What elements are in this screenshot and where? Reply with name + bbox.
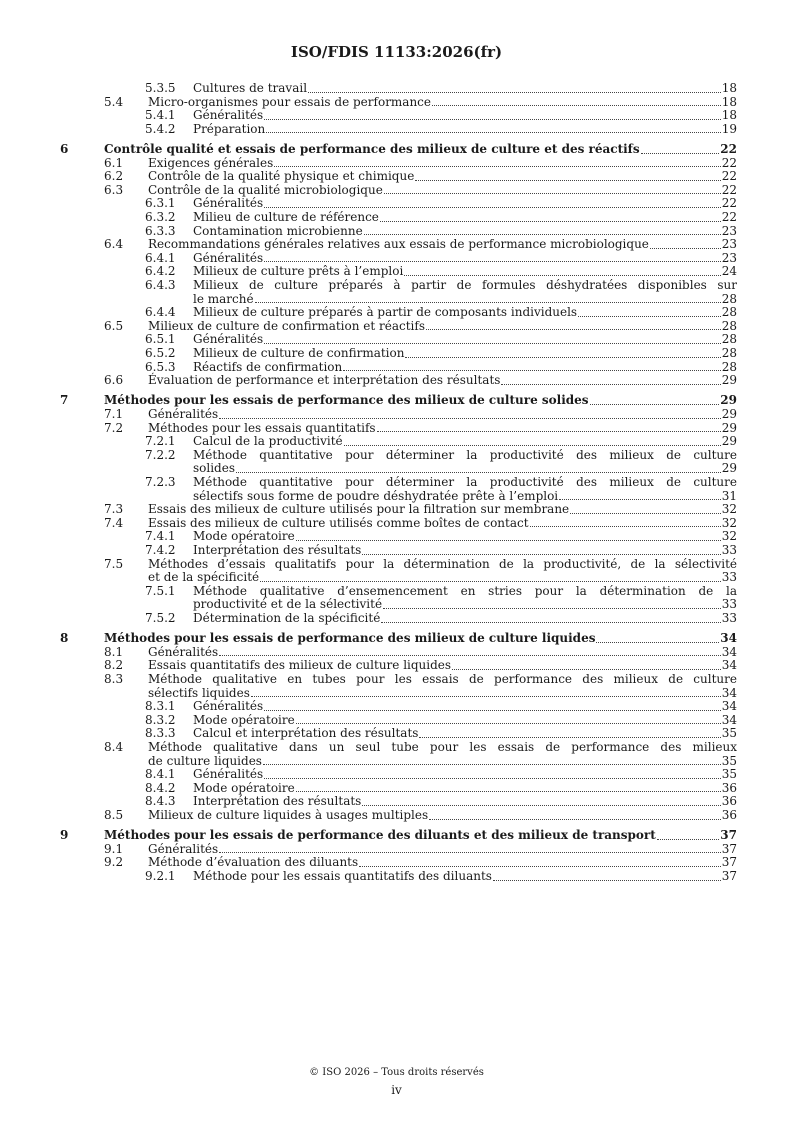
toc-entry-title: Milieux de culture liquides à usages multiples: [148, 808, 429, 822]
toc-entry-number: 9.2.1: [145, 869, 176, 883]
toc-entry-title: Recommandations générales relatives aux essais de performance microbiologique: [148, 237, 649, 252]
toc-entry-title: Mode opératoire: [193, 780, 295, 795]
toc-entry-title: Généralités: [193, 332, 264, 347]
toc-dot-leader: [251, 696, 721, 697]
toc-dot-leader: [404, 275, 720, 276]
toc-dot-leader: [383, 608, 721, 609]
toc-page-number: 33: [721, 543, 737, 557]
toc-entry-title: et de la spécificité: [148, 570, 260, 585]
toc-page-number: 32: [721, 502, 737, 517]
toc-entry-number: 7.4: [104, 515, 124, 530]
toc-entry-title: Essais des milieux de culture utilisés comme boîtes de contact: [148, 515, 529, 530]
toc-entry-number: 7.4.2: [145, 543, 176, 557]
toc-page-number: 29: [721, 434, 737, 449]
toc-entry-title: Contrôle qualité et essais de performance des milieux de culture et des réactifs: [104, 142, 640, 156]
toc-page-number: 31: [721, 488, 737, 503]
toc-dot-leader: [308, 92, 721, 93]
toc-dot-leader: [364, 234, 721, 235]
toc-entry-number: 6.6: [104, 373, 124, 388]
toc-entry-number: 7.2.2: [145, 447, 176, 462]
copyright-notice: © ISO 2026 – Tous droits réservés: [309, 1067, 484, 1078]
toc-page-number: 28: [721, 332, 737, 347]
toc-entry-number: 7.1: [104, 407, 124, 421]
toc-dot-leader: [596, 642, 719, 643]
toc-dot-leader: [380, 221, 721, 222]
toc-dot-leader: [381, 622, 720, 623]
toc-page-number: 18: [721, 81, 737, 95]
toc-page-number: 37: [721, 869, 737, 883]
toc-page-number: 35: [721, 753, 737, 768]
toc-dot-leader: [296, 723, 721, 724]
toc-entry-title: Méthode quantitative pour déterminer la productivité des milieux de culture: [193, 447, 737, 462]
toc-page-number: 35: [721, 726, 737, 741]
toc-entry-title: Interprétation des résultats: [193, 794, 362, 809]
toc-entry-number: 9.1: [104, 841, 124, 856]
toc-entry-title: Généralités: [193, 196, 264, 211]
toc-page-number: 36: [721, 794, 737, 809]
toc-entry-title: Généralités: [148, 407, 219, 421]
toc-entry-number: 6: [60, 142, 69, 156]
toc-entry-title: Réactifs de confirmation: [193, 359, 343, 374]
toc-dot-leader: [362, 554, 720, 555]
toc-dot-leader: [264, 710, 721, 711]
toc-entry-number: 6.5.3: [145, 359, 176, 374]
toc-entry-title: Méthode qualitative dans un seul tube pour les essais de performance des milieux: [148, 740, 737, 754]
toc-entry-title: Méthode qualitative en tubes pour les essais de performance des milieux de culture: [148, 672, 737, 686]
toc-entry-title: sélectifs sous forme de poudre déshydratée prête à l’emploi: [193, 488, 559, 503]
toc-entry-number: 5.4.1: [145, 108, 176, 123]
toc-dot-leader: [641, 153, 720, 154]
toc-entry-number: 6.4.4: [145, 305, 176, 320]
toc-page-number: 18: [721, 94, 737, 109]
toc-page-number: 34: [721, 685, 737, 700]
toc-dot-leader: [432, 105, 721, 106]
toc-entry-title: Généralités: [193, 108, 264, 123]
toc-page-number: 29: [721, 407, 737, 421]
toc-entry-title: Calcul et interprétation des résultats: [193, 726, 419, 741]
toc-entry-number: 5.4: [104, 94, 124, 109]
toc-entry-title: Cultures de travail: [193, 81, 308, 95]
toc-dot-leader: [405, 357, 720, 358]
toc-page-number: 34: [721, 699, 737, 714]
toc-dot-leader: [219, 852, 721, 853]
toc-dot-leader: [296, 791, 721, 792]
toc-page-number: 37: [721, 841, 737, 856]
toc-dot-leader: [650, 248, 721, 249]
toc-page-number: 34: [720, 631, 737, 646]
toc-entry-number: 7.4.1: [145, 529, 176, 544]
toc-entry-title: Milieux de culture de confirmation: [193, 346, 405, 360]
toc-entry-title: Généralités: [193, 699, 264, 714]
toc-dot-leader: [264, 343, 721, 344]
toc-dot-leader: [264, 119, 721, 120]
toc-page-number: 33: [721, 597, 737, 612]
toc-entry-number: 8.4: [104, 740, 124, 754]
toc-entry-number: 6.5.2: [145, 346, 176, 360]
toc-dot-leader: [501, 384, 720, 385]
toc-entry-title: Milieux de culture préparés à partir de composants individuels: [193, 305, 578, 320]
toc-entry-title: Méthodes pour les essais de performance des milieux de culture solides: [104, 393, 589, 408]
toc-entry-number: 7.2.1: [145, 434, 176, 449]
toc-dot-leader: [343, 370, 720, 371]
toc-entry-number: 6.3: [104, 182, 124, 197]
toc-dot-leader: [590, 404, 720, 405]
toc-entry-number: 8.4.3: [145, 794, 176, 809]
toc-entry-title: Milieux de culture de confirmation et réactifs: [148, 318, 425, 333]
toc-dot-leader: [530, 526, 721, 527]
toc-page-number: 33: [721, 570, 737, 585]
toc-entry-number: 6.3.1: [145, 196, 176, 211]
toc-dot-leader: [266, 132, 720, 133]
toc-page-number: 23: [721, 250, 737, 265]
toc-page-number: 35: [721, 767, 737, 782]
toc-page-number: 34: [721, 644, 737, 659]
toc-page-number: 37: [721, 855, 737, 870]
toc-entry-title: productivité et de la sélectivité: [193, 597, 383, 612]
toc-entry-title: Évaluation de performance et interprétation des résultats: [148, 373, 501, 388]
toc-page-number: 19: [721, 121, 737, 136]
toc-entry-number: 8.4.1: [145, 767, 176, 782]
toc-entry-title: Méthode d’évaluation des diluants: [148, 855, 359, 870]
toc-dot-leader: [264, 207, 721, 208]
toc-entry-number: 8.2: [104, 658, 124, 673]
toc-page-number: 28: [721, 359, 737, 374]
toc-entry-number: 8.4.2: [145, 780, 176, 795]
toc-entry-title: Méthodes pour les essais de performance des milieux de culture liquides: [104, 631, 596, 646]
toc-entry-number: 6.5: [104, 318, 124, 333]
toc-entry-number: 6.5.1: [145, 332, 176, 347]
toc-dot-leader: [452, 669, 721, 670]
toc-entry-title: solides: [193, 461, 235, 476]
toc-entry-number: 7.3: [104, 502, 124, 517]
toc-entry-title: Méthode pour les essais quantitatifs des diluants: [193, 869, 492, 883]
toc-entry-number: 6.2: [104, 169, 124, 184]
toc-entry-title: Méthode quantitative pour déterminer la productivité des milieux de culture: [193, 475, 737, 489]
toc-entry-title: Méthode qualitative d’ensemencement en stries pour la détermination de la: [193, 583, 737, 598]
toc-entry-number: 8.3.2: [145, 712, 176, 727]
toc-entry-title: Méthodes d’essais qualitatifs pour la détermination de la productivité, de la sélectivité: [148, 556, 737, 571]
toc-entry-number: 5.3.5: [145, 81, 176, 95]
toc-dot-leader: [255, 302, 721, 303]
toc-page-number: 22: [721, 210, 737, 224]
toc-entry-number: 7.2: [104, 420, 124, 435]
toc-entry-number: 6.4.2: [145, 264, 176, 279]
toc-page-number: 29: [721, 461, 737, 476]
toc-dot-leader: [219, 655, 721, 656]
toc-dot-leader: [362, 805, 720, 806]
toc-dot-leader: [274, 166, 720, 167]
toc-entry-number: 8.3.3: [145, 726, 176, 741]
toc-dot-leader: [359, 866, 721, 867]
toc-entry-title: Calcul de la productivité: [193, 434, 343, 449]
toc-dot-leader: [296, 540, 721, 541]
toc-entry-number: 8.5: [104, 808, 124, 822]
toc-page-number: 22: [721, 155, 737, 170]
toc-entry-title: Contamination microbienne: [193, 223, 363, 238]
toc-dot-leader: [263, 764, 721, 765]
toc-dot-leader: [264, 261, 721, 262]
toc-dot-leader: [384, 193, 721, 194]
toc-entry-title: de culture liquides: [148, 753, 262, 768]
toc-page-number: 29: [720, 393, 737, 408]
toc-page-number: 28: [721, 305, 737, 320]
toc-entry-title: Contrôle de la qualité physique et chimique: [148, 169, 415, 184]
toc-page-number: 22: [721, 169, 737, 184]
toc-entry-number: 6.3.3: [145, 223, 176, 238]
toc-entry-title: le marché: [193, 291, 254, 306]
toc-entry-title: Milieux de culture préparés à partir de formules déshydratées disponibles sur: [193, 278, 737, 292]
toc-page-number: 37: [720, 828, 737, 843]
toc-dot-leader: [344, 445, 721, 446]
toc-entry-title: Milieu de culture de référence: [193, 210, 379, 224]
toc-dot-leader: [426, 329, 721, 330]
toc-entry-title: Interprétation des résultats: [193, 543, 362, 557]
toc-entry-title: Généralités: [193, 767, 264, 782]
toc-dot-leader: [578, 316, 721, 317]
toc-page-number: 22: [720, 142, 737, 156]
toc-page-number: 28: [721, 346, 737, 360]
toc-page-number: 24: [721, 264, 737, 279]
toc-dot-leader: [419, 737, 720, 738]
toc-entry-title: Méthodes pour les essais de performance des diluants et des milieux de transport: [104, 828, 656, 843]
toc-page-number: 23: [721, 237, 737, 252]
toc-dot-leader: [493, 880, 721, 881]
toc-entry-title: Méthodes pour les essais quantitatifs: [148, 420, 376, 435]
document-header: ISO/FDIS 11133:2026(fr): [290, 43, 503, 61]
toc-entry-number: 5.4.2: [145, 121, 176, 136]
toc-page-number: 29: [721, 420, 737, 435]
toc-entry-title: Généralités: [148, 644, 219, 659]
toc-entry-number: 8.3.1: [145, 699, 176, 714]
toc-entry-title: Exigences générales: [148, 155, 274, 170]
toc-entry-title: Mode opératoire: [193, 529, 295, 544]
toc-page-number: 36: [721, 808, 737, 822]
toc-entry-title: Essais des milieux de culture utilisés pour la filtration sur membrane: [148, 502, 570, 517]
toc-entry-title: Préparation: [193, 121, 266, 136]
toc-entry-number: 7.2.3: [145, 475, 176, 489]
toc-page-number: 18: [721, 108, 737, 123]
toc-entry-title: Milieux de culture prêts à l’emploi: [193, 264, 404, 279]
toc-page-number: 34: [721, 712, 737, 727]
toc-dot-leader: [429, 819, 721, 820]
toc-page-number: 28: [721, 291, 737, 306]
toc-entry-number: 7: [60, 393, 69, 408]
toc-entry-title: Essais quantitatifs des milieux de culture liquides: [148, 658, 452, 673]
toc-page-number: 33: [721, 611, 737, 625]
toc-entry-title: Généralités: [148, 841, 219, 856]
toc-entry-number: 6.3.2: [145, 210, 176, 224]
toc-dot-leader: [219, 418, 721, 419]
toc-dot-leader: [559, 499, 721, 500]
toc-dot-leader: [377, 431, 721, 432]
toc-entry-number: 7.5: [104, 556, 124, 571]
toc-page-number: 36: [721, 780, 737, 795]
toc-dot-leader: [264, 778, 721, 779]
toc-entry-title: Micro-organismes pour essais de performance: [148, 94, 432, 109]
toc-entry-number: 6.4.3: [145, 278, 176, 292]
toc-entry-number: 7.5.1: [145, 583, 176, 598]
toc-dot-leader: [657, 839, 720, 840]
toc-page-number: 34: [721, 658, 737, 673]
toc-dot-leader: [236, 472, 721, 473]
toc-page-number: 29: [721, 373, 737, 388]
toc-dot-leader: [415, 180, 720, 181]
toc-page-number: 22: [721, 182, 737, 197]
toc-page-number: 32: [721, 529, 737, 544]
toc-page-number: 23: [721, 223, 737, 238]
toc-dot-leader: [260, 581, 721, 582]
toc-page-number: 28: [721, 318, 737, 333]
toc-entry-number: 8.3: [104, 672, 124, 686]
toc-entry-title: Détermination de la spécificité: [193, 611, 381, 625]
toc-entry-number: 8.1: [104, 644, 124, 659]
toc-page-number: 22: [721, 196, 737, 211]
toc-page-number: 32: [721, 515, 737, 530]
toc-entry-number: 6.1: [104, 155, 124, 170]
toc-entry-number: 9: [60, 828, 69, 843]
toc-entry-title: sélectifs liquides: [148, 685, 250, 700]
toc-entry-number: 9.2: [104, 855, 124, 870]
page-number: iv: [391, 1083, 402, 1097]
toc-entry-number: 6.4.1: [145, 250, 176, 265]
toc-entry-number: 8: [60, 631, 69, 646]
toc-entry-title: Généralités: [193, 250, 264, 265]
toc-entry-title: Contrôle de la qualité microbiologique: [148, 182, 383, 197]
toc-dot-leader: [570, 513, 721, 514]
toc-entry-number: 6.4: [104, 237, 124, 252]
toc-entry-title: Mode opératoire: [193, 712, 295, 727]
toc-entry-number: 7.5.2: [145, 611, 176, 625]
